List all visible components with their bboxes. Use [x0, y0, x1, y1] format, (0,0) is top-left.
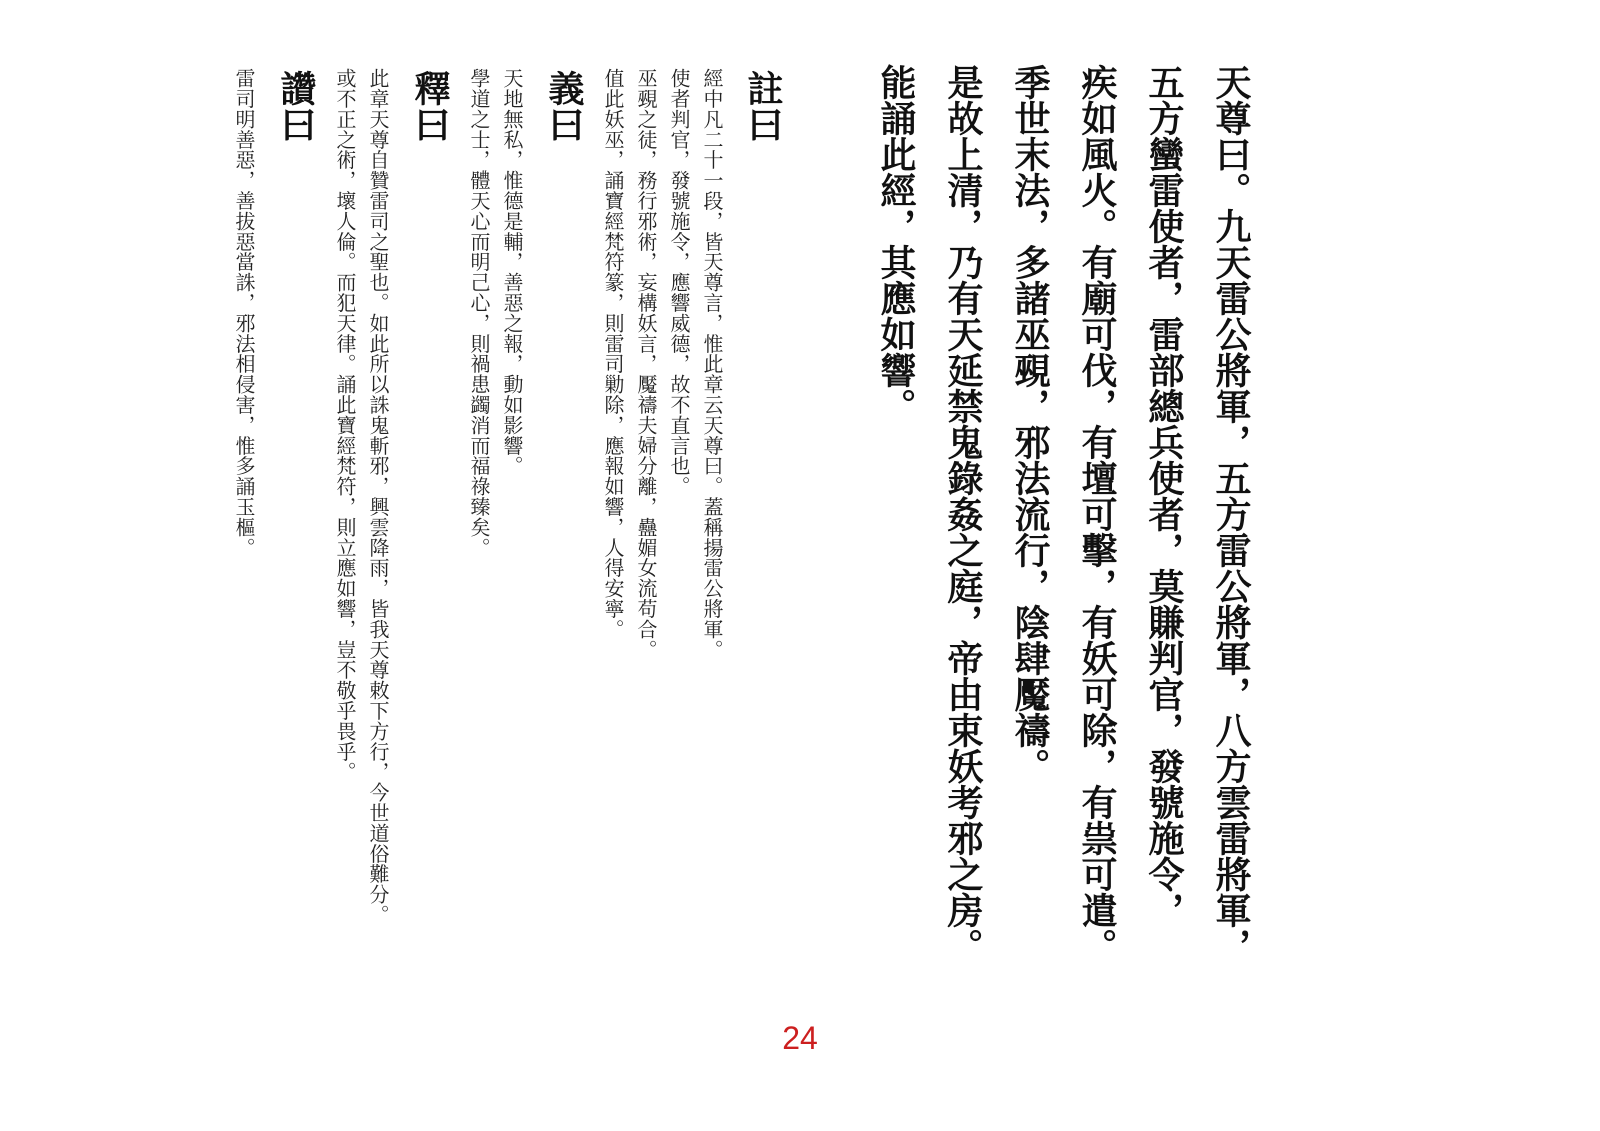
scripture-line-2: 五方蠻雷使者，雷部總兵使者，莫賺判官，發號施令，	[1143, 64, 1184, 928]
meaning-line-2: 學道之士，體天心而明己心，則禍患蠲消而福祿臻矣。	[467, 68, 491, 558]
praise-line-1: 雷司明善惡，善拔惡當誅，邪法相侵害，惟多誦玉樞。	[232, 68, 256, 558]
scripture-line-5: 是故上清，乃有天延禁鬼錄姦之庭，帝由束妖考邪之房。	[942, 64, 983, 964]
scripture-line-3: 疾如風火。有廟可伐，有壇可擊，有妖可除，有祟可遣。	[1076, 64, 1117, 964]
commentary-line-2: 使者判官，發號施令，應響威德，故不直言也。	[667, 68, 691, 497]
commentary-line-3: 巫覡之徒，務行邪術，妄構妖言，魘禱夫婦分離，蠱媚女流苟合。	[634, 68, 658, 660]
explanation-line-1: 此章天尊自贊雷司之聖也。如此所以誅鬼斬邪，興雲降雨，皆我天尊敕下方行，今世道俗難分。	[366, 68, 390, 925]
scripture-line-1: 天尊曰。九天雷公將軍，五方雷公將軍，八方雲雷將軍，	[1210, 64, 1251, 964]
explanation-heading: 釋曰	[409, 70, 450, 142]
explanation-line-2: 或不正之術，壞人倫。而犯天律。誦此寶經梵符，則立應如響，豈不敬乎畏乎。	[333, 68, 357, 782]
scripture-line-4: 季世末法，多諸巫覡，邪法流行，陰肆魘禱。	[1009, 64, 1050, 784]
commentary-heading: 註曰	[742, 70, 783, 142]
praise-heading: 讚曰	[275, 70, 316, 142]
meaning-heading: 義曰	[543, 70, 584, 142]
meaning-line-1: 天地無私，惟德是輔，善惡之報，動如影響。	[500, 68, 524, 476]
scripture-line-6: 能誦此經，其應如響。	[875, 64, 916, 424]
commentary-line-1: 經中凡二十一段，皆天尊言，惟此章云天尊曰。蓋稱揚雷公將軍。	[700, 68, 724, 660]
commentary-line-4: 值此妖巫，誦寶經梵符篆，則雷司勦除，應報如響，人得安寧。	[601, 68, 625, 640]
page-number: 24	[782, 1020, 818, 1056]
